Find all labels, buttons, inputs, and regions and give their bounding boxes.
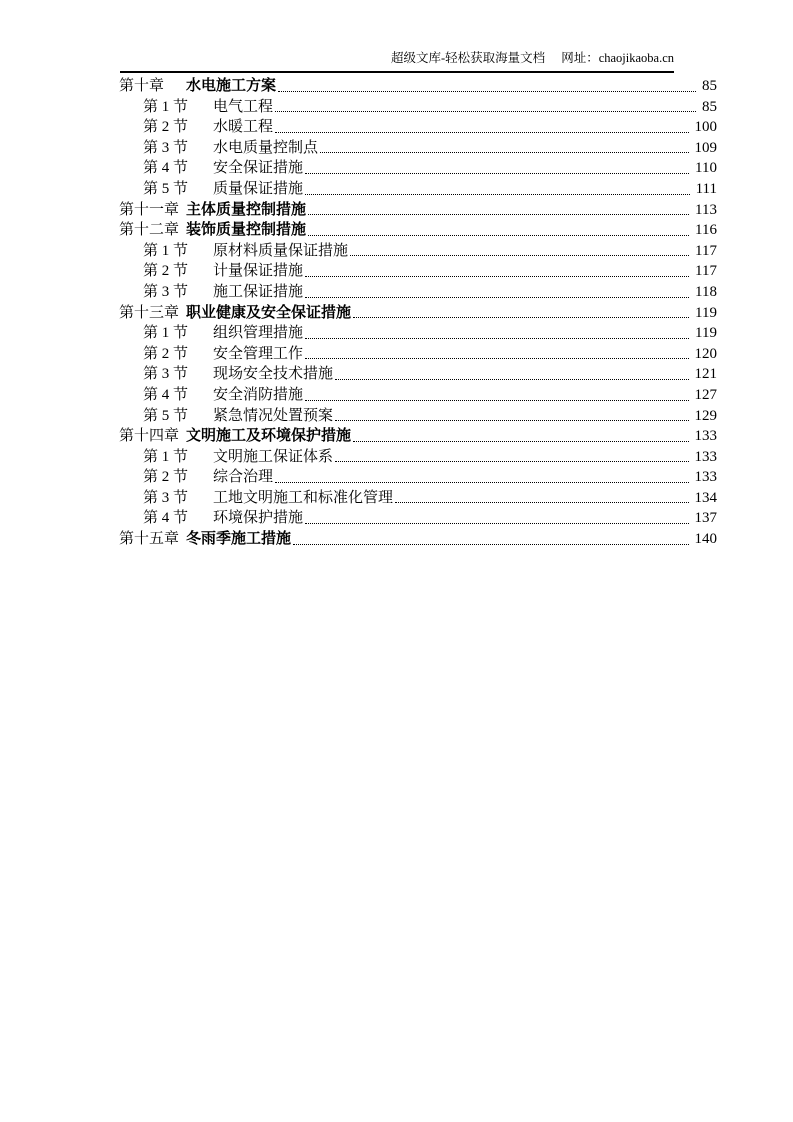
toc-entry-title: 水电质量控制点 bbox=[213, 139, 319, 156]
toc-entry-number: 第 3 节 bbox=[143, 283, 189, 300]
toc-leader-dots bbox=[335, 379, 688, 380]
toc-entry-number: 第 4 节 bbox=[143, 160, 189, 177]
toc-entry-page: 134 bbox=[694, 489, 717, 506]
toc-entry-page: 140 bbox=[694, 531, 717, 548]
toc-entry-page: 111 bbox=[695, 180, 717, 197]
header-site-label: 超级文库-轻松获取海量文档 bbox=[391, 51, 546, 65]
header-url-label: 网址：chaojikaoba.cn bbox=[561, 51, 674, 65]
toc-leader-dots bbox=[278, 91, 696, 92]
toc-leader-dots bbox=[305, 523, 688, 524]
toc-leader-dots bbox=[335, 420, 688, 421]
toc-entry-page: 109 bbox=[694, 139, 717, 156]
toc-entry-number: 第 4 节 bbox=[143, 386, 189, 403]
toc-entry-title: 现场安全技术措施 bbox=[213, 366, 334, 383]
toc-entry-page: 116 bbox=[695, 222, 717, 239]
toc-entry[interactable] bbox=[119, 179, 717, 200]
toc-entry-number: 第 3 节 bbox=[143, 489, 189, 506]
toc-entry-number: 第十三章 bbox=[119, 304, 180, 321]
toc-entry-number: 第 5 节 bbox=[143, 180, 189, 197]
toc-entry-title: 安全消防措施 bbox=[213, 386, 304, 403]
toc-entry-title: 计量保证措施 bbox=[213, 263, 304, 280]
toc-entry[interactable] bbox=[119, 158, 717, 179]
toc-entry[interactable] bbox=[119, 344, 717, 365]
toc-list bbox=[119, 76, 717, 550]
toc-leader-dots bbox=[305, 358, 688, 359]
toc-entry-page: 118 bbox=[695, 283, 717, 300]
toc-entry[interactable] bbox=[119, 467, 717, 488]
toc-leader-dots bbox=[305, 276, 689, 277]
toc-leader-dots bbox=[275, 482, 688, 483]
toc-leader-dots bbox=[305, 400, 688, 401]
toc-entry-title: 主体质量控制措施 bbox=[186, 201, 307, 218]
toc-leader-dots bbox=[305, 338, 689, 339]
toc-entry-title: 原材料质量保证措施 bbox=[213, 242, 349, 259]
toc-entry[interactable] bbox=[119, 282, 717, 303]
toc-entry[interactable] bbox=[119, 117, 717, 138]
toc-entry-page: 120 bbox=[694, 345, 717, 362]
toc-entry-title: 工地文明施工和标准化管理 bbox=[213, 489, 394, 506]
toc-leader-dots bbox=[275, 132, 688, 133]
toc-entry-number: 第 3 节 bbox=[143, 139, 189, 156]
toc-entry[interactable] bbox=[119, 241, 717, 262]
toc-entry-number: 第 4 节 bbox=[143, 510, 189, 527]
toc-entry-page: 85 bbox=[702, 98, 717, 115]
toc-leader-dots bbox=[308, 235, 689, 236]
toc-entry-page: 129 bbox=[694, 407, 717, 424]
toc-entry-number: 第 2 节 bbox=[143, 119, 189, 136]
toc-entry-number: 第 2 节 bbox=[143, 345, 189, 362]
toc-entry-title: 文明施工及环境保护措施 bbox=[186, 428, 352, 445]
toc-entry-page: 113 bbox=[695, 201, 717, 218]
toc-entry-number: 第 2 节 bbox=[143, 469, 189, 486]
toc-entry-number: 第 1 节 bbox=[143, 448, 189, 465]
toc-entry-page: 127 bbox=[694, 386, 717, 403]
toc-entry-number: 第十五章 bbox=[119, 531, 180, 548]
page-header bbox=[120, 51, 674, 73]
toc-leader-dots bbox=[308, 214, 689, 215]
toc-leader-dots bbox=[350, 255, 689, 256]
toc-leader-dots bbox=[293, 544, 688, 545]
toc-entry[interactable] bbox=[119, 220, 717, 241]
toc-entry-title: 装饰质量控制措施 bbox=[186, 222, 307, 239]
toc-entry-title: 电气工程 bbox=[213, 98, 274, 115]
toc-entry-page: 117 bbox=[695, 242, 717, 259]
toc-entry-number: 第十二章 bbox=[119, 222, 180, 239]
toc-leader-dots bbox=[395, 502, 688, 503]
toc-entry[interactable] bbox=[119, 261, 717, 282]
toc-entry-page: 121 bbox=[694, 366, 717, 383]
toc-entry-page: 110 bbox=[695, 160, 717, 177]
toc-entry-page: 117 bbox=[695, 263, 717, 280]
toc-entry-number: 第十章 bbox=[119, 78, 165, 94]
toc-entry-number: 第十四章 bbox=[119, 428, 180, 445]
toc-entry-title: 环境保护措施 bbox=[213, 510, 304, 527]
toc-entry-title: 职业健康及安全保证措施 bbox=[186, 304, 352, 321]
toc-entry-title: 水电施工方案 bbox=[186, 78, 277, 94]
toc-entry[interactable] bbox=[119, 323, 717, 344]
toc-entry-number: 第 5 节 bbox=[143, 407, 189, 424]
toc-entry-number: 第 1 节 bbox=[143, 325, 189, 342]
toc-entry[interactable] bbox=[119, 447, 717, 468]
toc-entry[interactable] bbox=[119, 200, 717, 221]
toc-entry-number: 第 1 节 bbox=[143, 98, 189, 115]
toc-leader-dots bbox=[335, 461, 688, 462]
toc-entry-title: 安全管理工作 bbox=[213, 345, 304, 362]
toc-entry[interactable] bbox=[119, 97, 717, 118]
toc-entry-number: 第 1 节 bbox=[143, 242, 189, 259]
toc-entry[interactable] bbox=[119, 406, 717, 427]
toc-entry-title: 冬雨季施工措施 bbox=[186, 531, 292, 548]
toc-entry-page: 85 bbox=[702, 78, 717, 94]
toc-entry-page: 133 bbox=[694, 448, 717, 465]
toc-entry-page: 137 bbox=[694, 510, 717, 527]
toc-entry-title: 组织管理措施 bbox=[213, 325, 304, 342]
toc-entry-page: 133 bbox=[694, 428, 717, 445]
toc-entry[interactable] bbox=[119, 426, 717, 447]
toc-entry-page: 119 bbox=[695, 325, 717, 342]
toc-leader-dots bbox=[305, 173, 689, 174]
toc-entry[interactable] bbox=[119, 488, 717, 509]
toc-entry-title: 文明施工保证体系 bbox=[213, 448, 334, 465]
toc-entry-title: 紧急情况处置预案 bbox=[213, 407, 334, 424]
toc-entry-title: 综合治理 bbox=[213, 469, 274, 486]
toc-leader-dots bbox=[305, 194, 690, 195]
toc-entry[interactable] bbox=[119, 529, 717, 550]
toc-entry-page: 119 bbox=[695, 304, 717, 321]
toc-leader-dots bbox=[353, 441, 688, 442]
toc-leader-dots bbox=[320, 152, 688, 153]
toc-entry-title: 质量保证措施 bbox=[213, 180, 304, 197]
toc-entry[interactable] bbox=[119, 364, 717, 385]
toc-leader-dots bbox=[275, 111, 696, 112]
toc-entry-title: 水暖工程 bbox=[213, 119, 274, 136]
toc-entry[interactable] bbox=[119, 508, 717, 529]
toc-entry-title: 施工保证措施 bbox=[213, 283, 304, 300]
toc-entry[interactable] bbox=[119, 76, 717, 97]
toc-entry-number: 第 2 节 bbox=[143, 263, 189, 280]
toc-entry[interactable] bbox=[119, 138, 717, 159]
toc-entry[interactable] bbox=[119, 385, 717, 406]
toc-entry-number: 第 3 节 bbox=[143, 366, 189, 383]
toc-entry[interactable] bbox=[119, 303, 717, 324]
toc-entry-page: 133 bbox=[694, 469, 717, 486]
toc-entry-title: 安全保证措施 bbox=[213, 160, 304, 177]
toc-leader-dots bbox=[305, 297, 689, 298]
toc-leader-dots bbox=[353, 317, 689, 318]
toc-entry-page: 100 bbox=[694, 119, 717, 136]
toc-entry-number: 第十一章 bbox=[119, 201, 180, 218]
